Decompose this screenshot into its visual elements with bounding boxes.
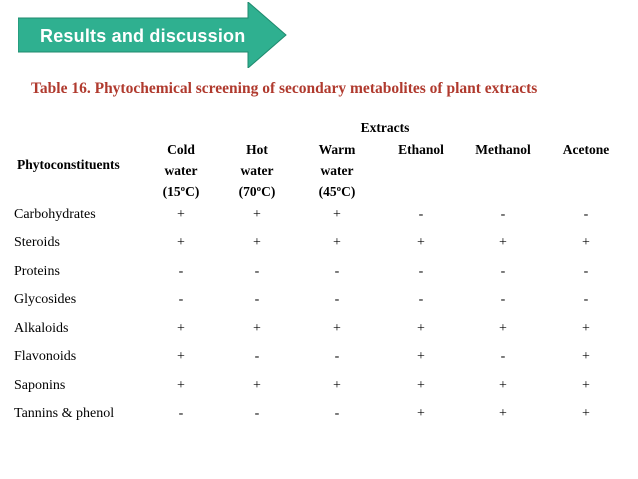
table-cell: - xyxy=(254,349,260,364)
table-cell: - xyxy=(583,264,589,279)
table-cell: + xyxy=(333,207,341,222)
column-header-line: Cold xyxy=(167,142,195,157)
table-cell: - xyxy=(418,264,424,279)
table-cell: + xyxy=(333,235,341,250)
table-cell: + xyxy=(253,207,261,222)
column-header-line: (45ºC) xyxy=(318,184,356,199)
table-cell: - xyxy=(334,349,340,364)
table-cell: + xyxy=(177,235,185,250)
column-header-line: Ethanol xyxy=(398,142,444,157)
column-header-line: (15ºC) xyxy=(162,184,200,199)
table-cell: + xyxy=(499,235,507,250)
row-label: Steroids xyxy=(14,235,60,250)
table-cell: + xyxy=(333,378,341,393)
table-cell: + xyxy=(417,321,425,336)
column-header-line: water xyxy=(240,163,274,178)
section-banner xyxy=(18,2,288,68)
table-cell: - xyxy=(178,264,184,279)
table-cell: + xyxy=(582,349,590,364)
table-cell: + xyxy=(582,321,590,336)
table-cell: + xyxy=(499,378,507,393)
column-header-line: water xyxy=(320,163,354,178)
column-header-line: Hot xyxy=(246,142,268,157)
column-header-line: Methanol xyxy=(475,142,531,157)
extracts-group-header: Extracts xyxy=(360,120,410,135)
phytoconstituents-header: Phytoconstituents xyxy=(17,157,120,172)
table-cell: - xyxy=(583,207,589,222)
table-cell: + xyxy=(253,378,261,393)
row-label: Tannins & phenol xyxy=(14,406,115,421)
table-cell: - xyxy=(254,406,260,421)
row-label: Proteins xyxy=(14,264,60,279)
table-cell: + xyxy=(417,378,425,393)
column-header-line: water xyxy=(164,163,198,178)
table-cell: + xyxy=(417,406,425,421)
column-header-line: (70ºC) xyxy=(238,184,276,199)
row-label: Alkaloids xyxy=(14,321,69,336)
table-cell: + xyxy=(499,406,507,421)
table-cell: - xyxy=(178,406,184,421)
column-header-line: Warm xyxy=(318,142,356,157)
table-cell: + xyxy=(582,378,590,393)
table-cell: + xyxy=(499,321,507,336)
table-cell: + xyxy=(253,321,261,336)
table-cell: - xyxy=(583,292,589,307)
row-label: Flavonoids xyxy=(14,349,77,364)
row-label: Glycosides xyxy=(14,292,77,307)
row-label: Carbohydrates xyxy=(14,207,96,222)
table-cell: - xyxy=(500,349,506,364)
table-cell: + xyxy=(177,207,185,222)
table-cell: + xyxy=(177,321,185,336)
table-cell: - xyxy=(334,406,340,421)
table-cell: + xyxy=(582,235,590,250)
table-cell: - xyxy=(500,207,506,222)
table-cell: + xyxy=(417,349,425,364)
banner-title: Results and discussion xyxy=(40,26,246,46)
row-label: Saponins xyxy=(14,378,66,393)
table-cell: - xyxy=(334,264,340,279)
column-header-line: Acetone xyxy=(562,142,610,157)
table-cell: - xyxy=(254,292,260,307)
table-cell: + xyxy=(177,378,185,393)
table-cell: - xyxy=(418,207,424,222)
table-cell: - xyxy=(178,292,184,307)
table-cell: + xyxy=(333,321,341,336)
table-cell: + xyxy=(417,235,425,250)
table-cell: + xyxy=(253,235,261,250)
table-cell: - xyxy=(500,264,506,279)
table-cell: - xyxy=(500,292,506,307)
table-cell: - xyxy=(418,292,424,307)
table-cell: - xyxy=(254,264,260,279)
table-caption: Table 16. Phytochemical screening of secondary metabolites of plant extracts xyxy=(31,80,538,97)
table-cell: + xyxy=(582,406,590,421)
table-cell: - xyxy=(334,292,340,307)
table-cell: + xyxy=(177,349,185,364)
